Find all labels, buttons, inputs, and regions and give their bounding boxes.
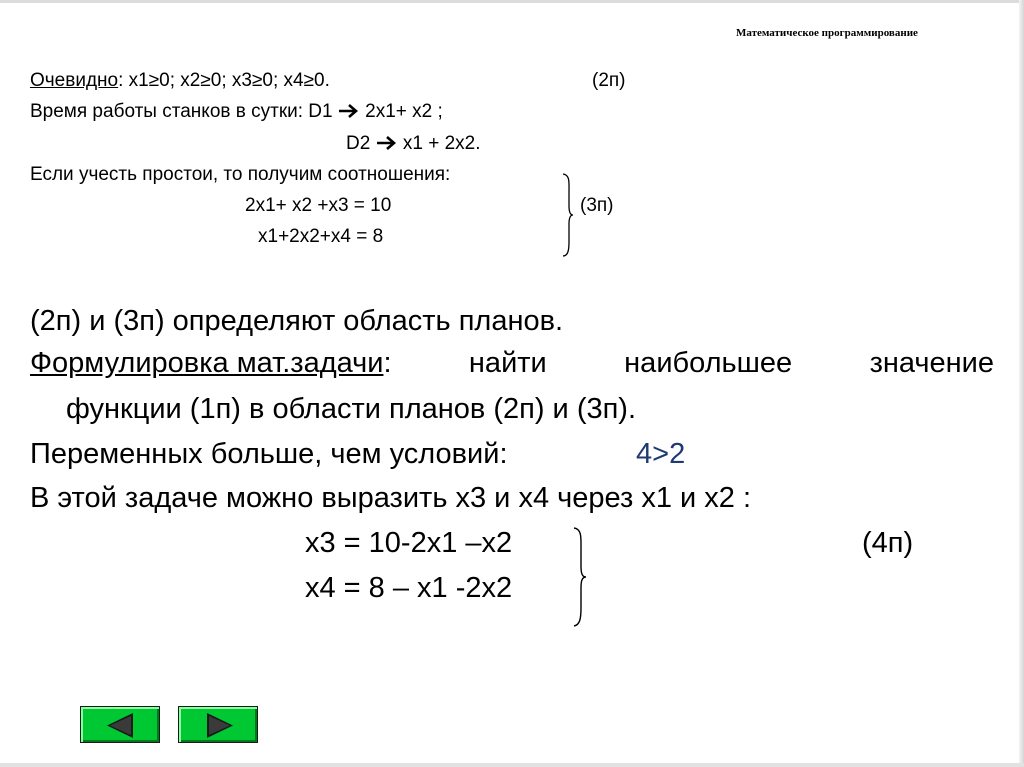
arrow-right-icon — [338, 103, 360, 119]
eq2-label: (2п) — [592, 70, 626, 91]
work-time-line — [30, 101, 443, 123]
formulation-word: значение — [869, 347, 994, 379]
next-slide-button[interactable] — [178, 706, 258, 743]
obviously-label: Очевидно — [30, 70, 119, 91]
ratio-equation-2: x1+2x2+x4 = 8 — [258, 226, 384, 247]
x4-expression: x4 = 8 – x1 -2x2 — [305, 572, 513, 604]
x3-expression: x3 = 10-2x1 –x2 — [305, 527, 513, 559]
d2-expression: x1 + 2x2. — [402, 133, 481, 154]
formulation-word: найти — [468, 347, 547, 379]
formulation-word: наибольшее — [624, 347, 793, 379]
idle-time-text: Если учесть простои, то получим соотношения: — [30, 164, 451, 185]
express-text: В этой задаче можно выразить x3 и x4 через x1 и x2 : — [30, 482, 752, 514]
ratio-equation-1: 2x1+ x2 +x3 = 10 — [245, 195, 392, 216]
previous-slide-button[interactable] — [80, 706, 160, 743]
right-brace-icon — [570, 526, 590, 628]
work-time-text: Время работы станков в сутки: D1 — [30, 101, 333, 122]
eq4-label: (4п) — [862, 527, 914, 559]
eq3-label: (3п) — [580, 195, 614, 216]
slide-right-edge — [1019, 0, 1024, 767]
d2-line — [346, 133, 481, 155]
slide-header-title: Математическое программирование — [736, 27, 918, 39]
right-brace-icon — [560, 172, 576, 258]
slide-top-edge — [0, 0, 1024, 3]
formulation-line — [30, 346, 994, 380]
formulation-label: Формулировка мат.задачи — [30, 347, 384, 379]
nonnegativity-line — [30, 70, 330, 92]
planning-area-text: (2п) и (3п) определяют область планов. — [30, 305, 564, 337]
d2-label: D2 — [346, 133, 371, 154]
slide-bottom-edge — [0, 763, 1024, 767]
variables-text: Переменных больше, чем условий: — [30, 438, 508, 470]
triangle-right-icon — [179, 707, 259, 744]
arrow-right-icon — [376, 135, 398, 151]
formulation-heading — [30, 346, 392, 380]
formulation-continuation: функции (1п) в области планов (2п) и (3п). — [66, 393, 637, 425]
nonnegativity-conditions: : x1≥0; x2≥0; x3≥0; x4≥0. — [118, 70, 330, 91]
variables-value: 4>2 — [636, 438, 686, 470]
formulation-colon: : — [383, 347, 392, 379]
triangle-left-icon — [81, 707, 161, 744]
d1-expression: 2x1+ x2 ; — [365, 101, 443, 122]
